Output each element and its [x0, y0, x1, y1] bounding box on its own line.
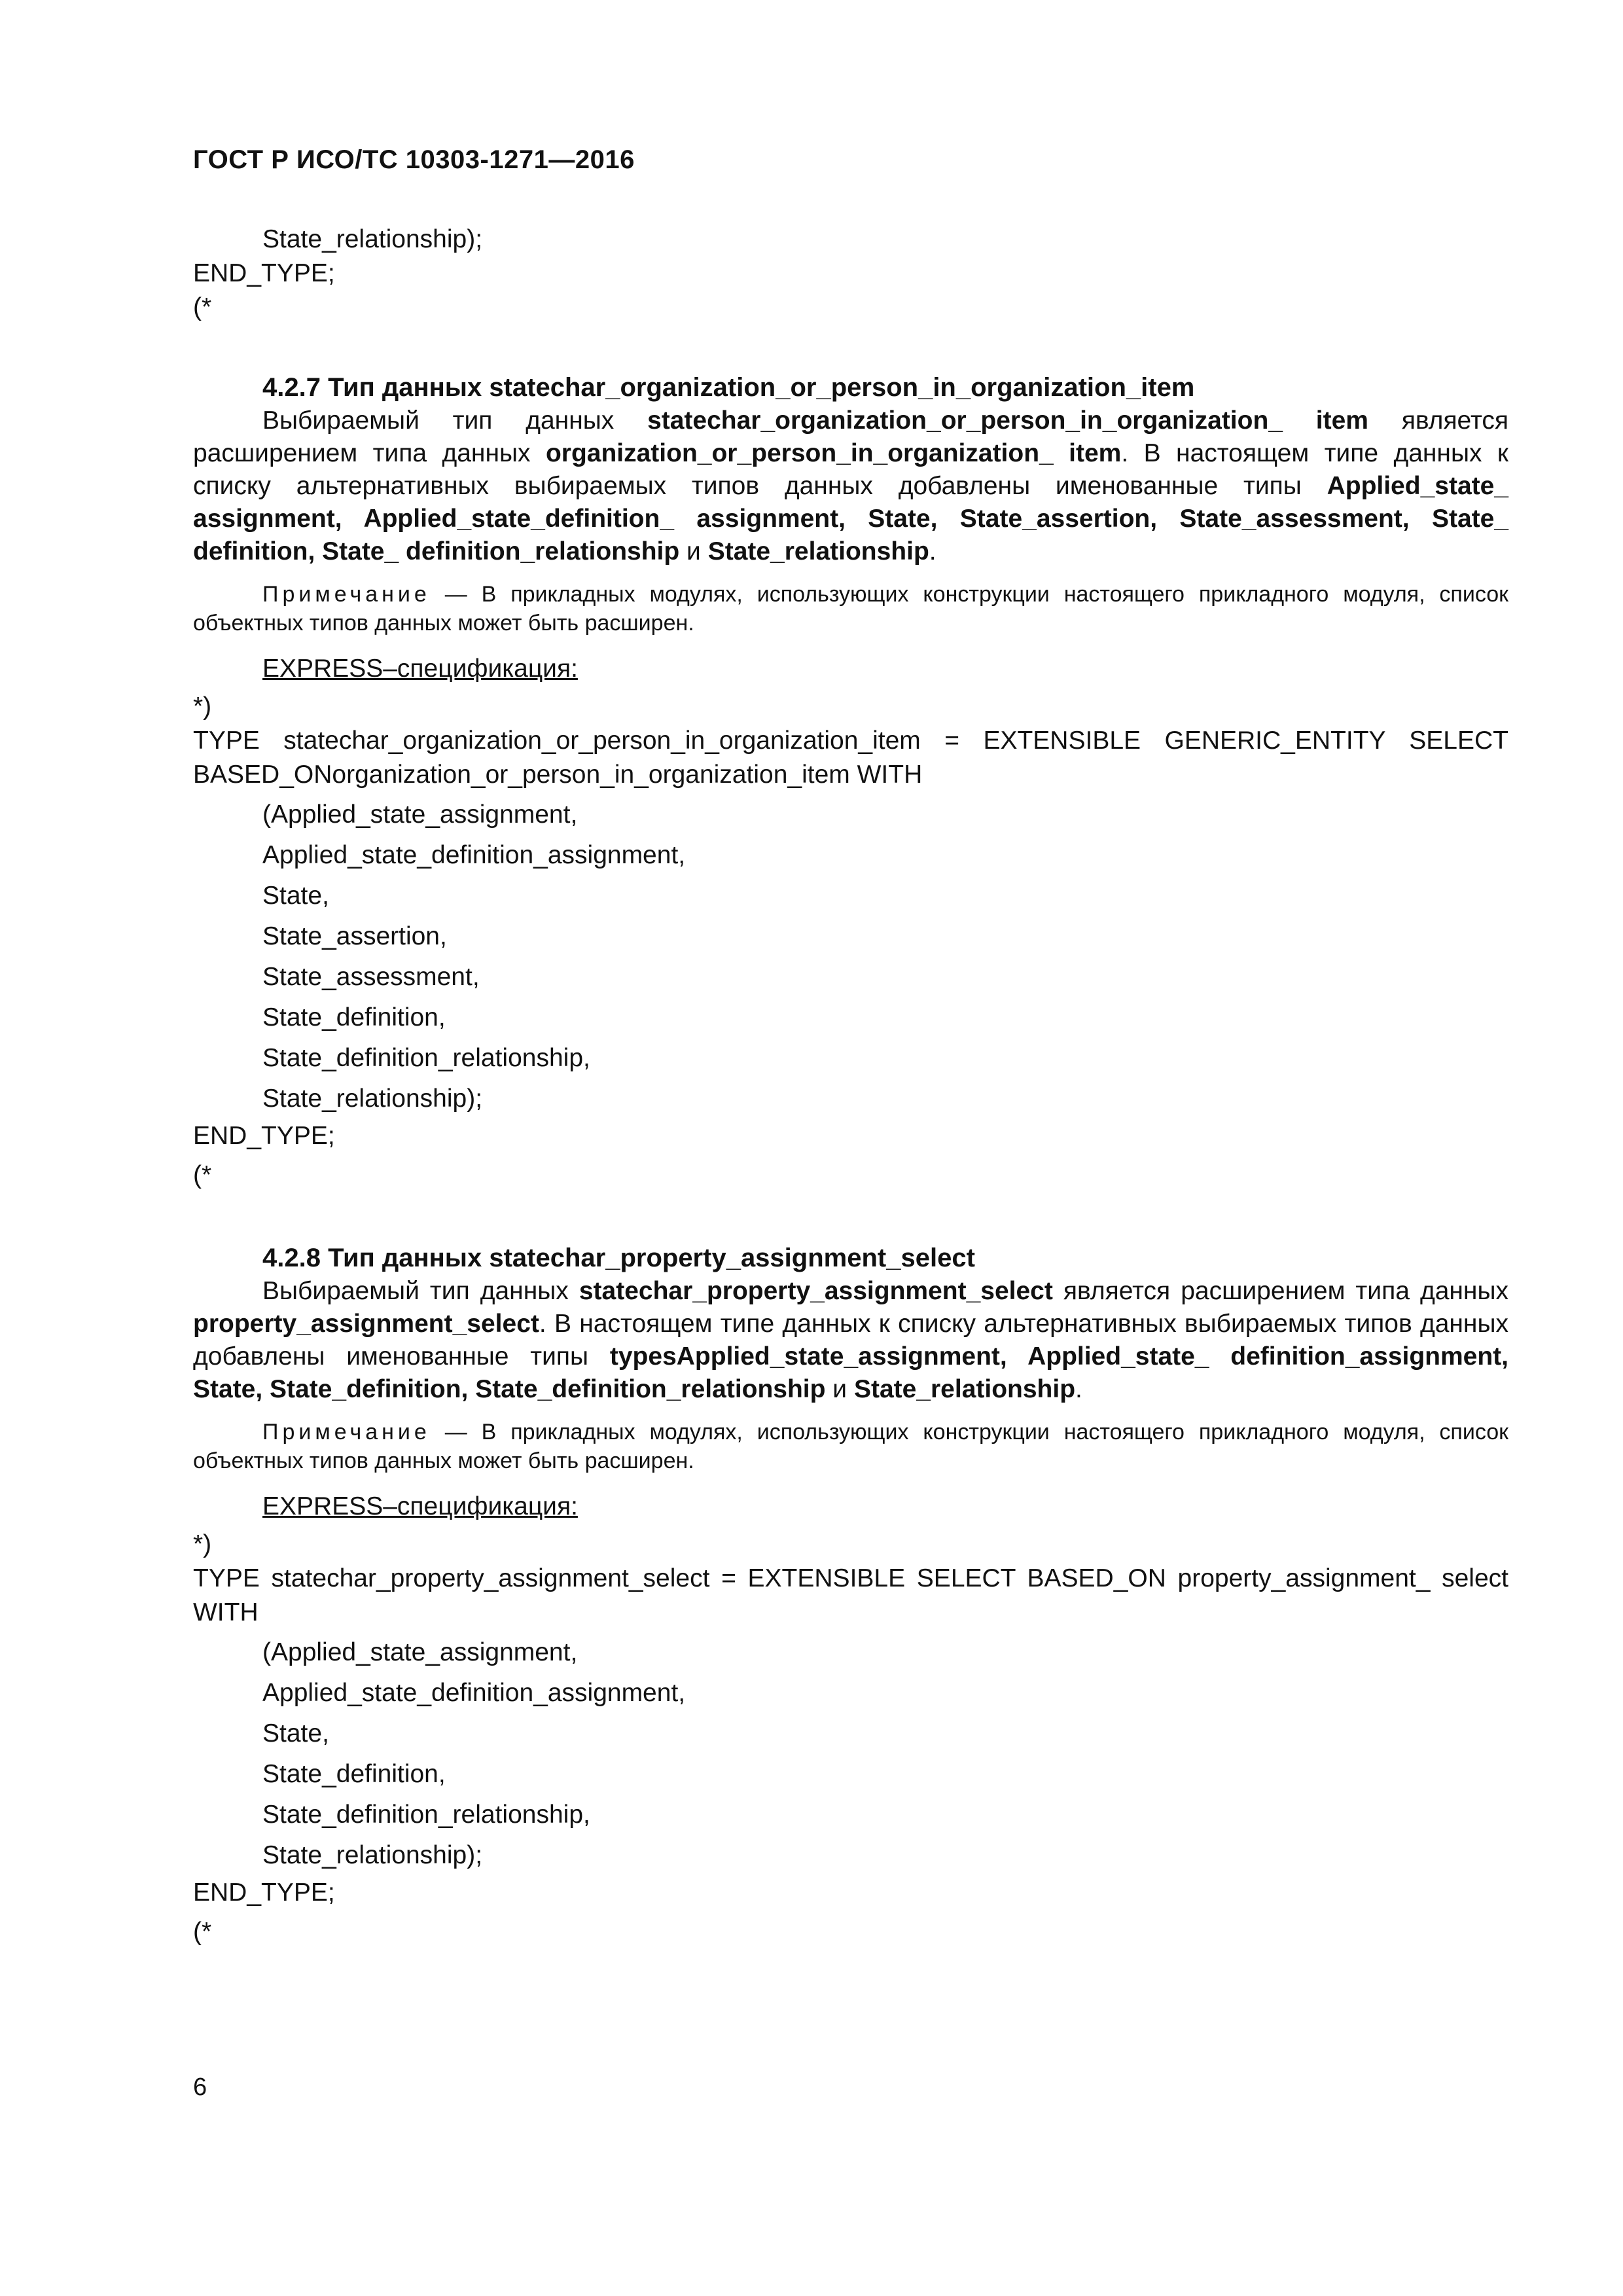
section-paragraph — [193, 1275, 1508, 1406]
select-item: State_definition_relationship, — [262, 1044, 590, 1072]
code-line: (* — [193, 1918, 212, 1946]
type-declaration: TYPE statechar_property_assignment_select = EXTENSIBLE SELECT BASED_ON property_assignment_ select WITH — [193, 1564, 1508, 1626]
select-item: State_definition, — [262, 1003, 446, 1031]
text-run-bold: State_relationship — [707, 537, 929, 565]
code-line: END_TYPE; — [193, 1878, 335, 1907]
page-number: 6 — [193, 2073, 207, 2101]
type-declaration: TYPE statechar_organization_or_person_in_organization_item = EXTENSIBLE GENERIC_ENTITY SELECT BASED_ONorganization_or_person_in_organization_item WITH — [193, 726, 1508, 789]
note-text: — В прикладных модулях, использующих конструкции настоящего прикладного модуля, список объектных типов данных может быть расширен. — [193, 1420, 1508, 1473]
section-heading: 4.2.7 Тип данных statechar_organization_or_person_in_organization_item — [262, 373, 1195, 402]
text-run: Выбираемый тип данных — [262, 406, 648, 435]
select-item: Applied_state_definition_assignment, — [262, 841, 686, 869]
note-label: Примечание — [262, 582, 431, 607]
section-4-2-8 — [193, 1241, 1508, 1949]
section-4-2-7 — [193, 370, 1508, 1193]
note — [193, 580, 1508, 637]
express-spec-label: EXPRESS–спецификация: — [262, 1492, 578, 1520]
select-item: (Applied_state_assignment, — [262, 1638, 578, 1666]
select-item: State_relationship); — [262, 1085, 483, 1113]
text-run-bold: property_assignment_select — [193, 1310, 539, 1338]
select-item: State, — [262, 1719, 329, 1748]
text-run-bold: statechar_organization_or_person_in_organization_ item — [647, 406, 1368, 435]
code-line: *) — [193, 1530, 212, 1558]
select-item: (Applied_state_assignment, — [262, 800, 578, 829]
text-run: Выбираемый тип данных — [262, 1277, 579, 1305]
code-line: (* — [193, 293, 212, 321]
text-run-bold: State_relationship — [853, 1375, 1076, 1403]
select-item: Applied_state_definition_assignment, — [262, 1679, 686, 1707]
text-run: является расширением типа данных — [1052, 1277, 1508, 1305]
select-item: State_definition_relationship, — [262, 1801, 590, 1829]
express-spec-label: EXPRESS–спецификация: — [262, 655, 578, 683]
text-run-bold: organization_or_person_in_organization_ item — [545, 439, 1122, 467]
text-run-bold: statechar_property_assignment_select — [579, 1277, 1053, 1305]
document-header: ГОСТ Р ИСО/ТС 10303-1271—2016 — [193, 145, 635, 174]
text-run: и — [679, 537, 708, 565]
text-run: . В настоящем типе данных к списку альтернативных выбираемых типов данных добавлены именованные типы — [193, 439, 1508, 500]
text-run: . В настоящем типе данных к списку альтернативных выбираемых типов данных добавлены именованные типы — [193, 1310, 1508, 1371]
top-continuation — [193, 223, 1508, 325]
select-item: State, — [262, 882, 329, 910]
select-item: State_relationship); — [262, 1841, 483, 1869]
text-run-bold: Applied_state_ assignment, Applied_state_definition_ assignment, State, State_assertion, State_assessment, State_ definition, State_ definition_relationship — [193, 472, 1508, 565]
section-paragraph — [193, 404, 1508, 568]
select-item: State_assessment, — [262, 963, 480, 991]
code-line: (* — [193, 1161, 212, 1189]
note-label: Примечание — [262, 1420, 431, 1444]
code-line: *) — [193, 692, 212, 721]
text-run: является расширением типа данных — [193, 406, 1508, 467]
note — [193, 1418, 1508, 1475]
code-line: END_TYPE; — [193, 1122, 335, 1150]
text-run: и — [825, 1375, 854, 1403]
select-items — [193, 1632, 1508, 1876]
text-run-bold: typesApplied_state_assignment, Applied_state_ definition_assignment, State, State_definition, State_definition_relationship — [193, 1342, 1508, 1403]
text-run: . — [929, 537, 936, 565]
code-line: State_relationship); — [262, 225, 483, 253]
section-heading: 4.2.8 Тип данных statechar_property_assignment_select — [262, 1244, 975, 1272]
select-item: State_assertion, — [262, 922, 447, 950]
note-text: — В прикладных модулях, использующих конструкции настоящего прикладного модуля, список объектных типов данных может быть расширен. — [193, 582, 1508, 636]
code-line: END_TYPE; — [193, 259, 335, 287]
text-run: . — [1075, 1375, 1082, 1403]
select-items — [193, 795, 1508, 1119]
select-item: State_definition, — [262, 1760, 446, 1788]
